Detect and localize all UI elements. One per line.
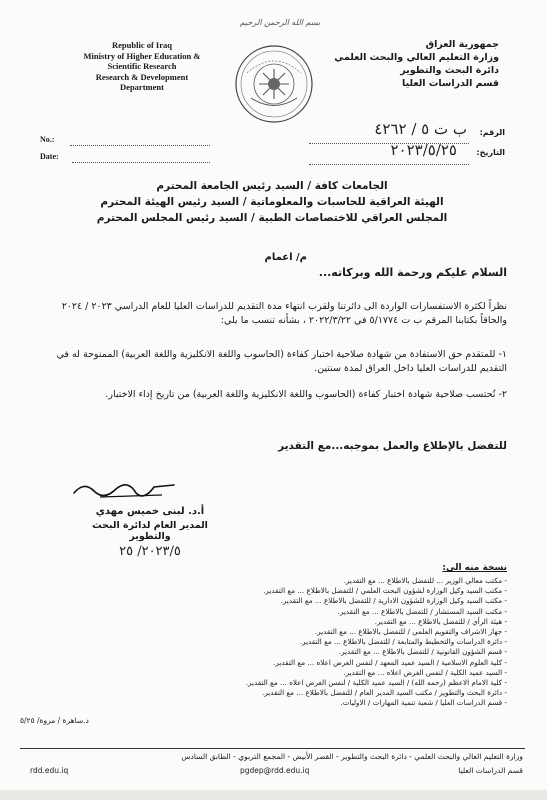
footer-email-label: قسم الدراسات العليا [458, 766, 523, 775]
cc-list [147, 576, 507, 709]
cc-item: - مكتب معالي الوزير ... للتفضل بالاطلاع ... مع التقدير. [343, 576, 507, 585]
signature-block [80, 506, 220, 559]
date-label-ar: التاريخ: [476, 148, 505, 157]
cc-item: - قسم الشؤون القانونية / للتفضل بالاطلاع ... مع التقدير. [338, 647, 507, 657]
footer-address: وزارة التعليم العالي والبحث العلمي - دائرة البحث والتطوير - القصر الأبيض - المجمع التربوي - الطابق السادس [181, 752, 523, 761]
cc-item: - جهاز الاشراف والتقويم العلمي / للتفضل بالاطلاع ... مع التقدير. [314, 627, 507, 637]
cc-item: - مكتب السيد وكيل الوزارة للشؤون الادارية / للتفضل بالاطلاع ... مع التقدير. [280, 596, 507, 606]
cc-title: نسخة منه الى: [442, 563, 507, 573]
cc-item: - مكتب السيد المستشار / للتفضل بالاطلاع ... مع التقدير. [337, 606, 507, 616]
body-paragraph: نظراً لكثرة الاستفسارات الواردة الى دائرتنا ولقرب انتهاء مدة التقديم للدراسات العليا للعام الدراسي ٢٠٢٣ / ٢٠٢٤ والحاقاً بكتابنا المرقم ب ت ٥/١٧٧٤ في ٢٠٢٢/٣/٢٢ ، بشأنه تنسب ما يلي: [61, 301, 507, 326]
en-header-line: Scientific Research [107, 61, 177, 71]
signatory-title: المدير العام لدائرة البحث والتطوير [92, 520, 208, 542]
ref-label: الرقم: [479, 128, 505, 137]
greeting: السلام عليكم ورحمة الله وبركاته... [318, 266, 507, 279]
addressee-line: المجلس العراقي للاختصاصات الطبية / السيد رئيس المجلس المحترم [96, 212, 448, 224]
addressees [37, 178, 507, 226]
subject: م/ اعمام [264, 252, 307, 263]
cc-item: - السيد عميد الكلية / لنفس الغرض اعلاه ... مع التقدير. [343, 667, 507, 677]
ar-header-line: دائرة البحث والتطوير [400, 65, 499, 76]
basmala: بسم الله الرحمن الرحيم [239, 18, 321, 27]
no-label: No.: [40, 135, 55, 144]
footer-divider [20, 748, 525, 749]
cc-item: - مكتب السيد وكيل الوزارة لشؤون البحث العلمي / للتفضل بالاطلاع ... مع التقدير. [263, 586, 507, 596]
footer-website-link[interactable]: rdd.edu.iq [30, 766, 69, 775]
cc-item: - كلية العلوم الاسلامية / السيد عميد المعهد / لنفس الغرض اعلاه ... مع التقدير. [273, 657, 507, 667]
ar-header-line: جمهورية العراق [425, 39, 499, 50]
cc-item: - هيئة الرأي / للتفضل بالاطلاع ... مع التقدير. [374, 616, 507, 626]
closing-line: للتفضل بالإطلاع والعمل بموجبه...مع التقدير [278, 440, 507, 452]
addressee-line: الهيئة العراقية للحاسبات والمعلوماتية / السيد رئيس الهيئة المحترم [100, 196, 444, 208]
letter-date: ٢٠٢٣/٥/٢٥ [390, 141, 457, 159]
ar-header-line: قسم الدراسات العليا [402, 78, 499, 89]
ministry-seal-icon [233, 43, 315, 125]
en-header-line: Department [120, 82, 164, 92]
date-line [72, 161, 210, 163]
page-bottom-edge [0, 790, 547, 800]
en-header-line: Research & Development [95, 71, 189, 82]
handwritten-signature [70, 475, 180, 505]
cc-item: - دائرة الدراسات والتخطيط والمتابعة / للتفضل بالاطلاع ... مع التقدير. [299, 637, 507, 647]
date-line-ar [309, 163, 469, 165]
footer-email-link[interactable]: pgdep@rdd.edu.iq [240, 766, 310, 775]
english-letterhead [52, 40, 232, 93]
signatory-name: أ.د. لبنى خميس مهدي [95, 506, 205, 517]
cc-item: - كلية الامام الاعظم (رحمه الله) / السيد عميد الكلية / لنفس الغرض اعلاه ... مع التقدير. [245, 678, 507, 688]
cc-item: - دائرة البحث والتطوير / مكتب السيد المدير العام / للتفضل بالاطلاع ... مع التقدير. [262, 688, 507, 698]
ref-number: ب ت ٥ / ٤٢٦٢ [374, 120, 467, 138]
date-label: Date: [40, 152, 59, 161]
cc-item: - قسم الدراسات العليا / شعبة تنمية المهارات / الاوليات. [340, 698, 507, 708]
body-item-2: ٢- تُحتسب صلاحية شهادة اختبار كفاءة (الحاسوب واللغة الانكليزية واللغة العربية) من تاريخ إداء الاختبار. [105, 389, 507, 400]
typist-initials: د.ساهرة / مروة/ ٥/٢٥ [20, 716, 89, 725]
ar-header-line: وزارة التعليم العالي والبحث العلمي [334, 52, 499, 63]
body-item-1: ١- للمتقدم حق الاستفادة من شهادة صلاحية اختبار كفاءة (الحاسوب واللغة الانكليزية واللغة العربية) الممنوحة له في التقديم للدراسات العليا داخل العراق لمدة سنتين. [56, 349, 507, 374]
no-line [70, 144, 210, 146]
addressee-line: الجامعات كافة / السيد رئيس الجامعة المحترم [156, 180, 388, 192]
en-header-line: Ministry of Higher Education & [83, 50, 201, 61]
signature-date: ٢٠٢٣/٥/ ٢٥ [119, 544, 181, 559]
en-header-line: Republic of Iraq [112, 40, 172, 50]
arabic-letterhead [309, 38, 499, 90]
